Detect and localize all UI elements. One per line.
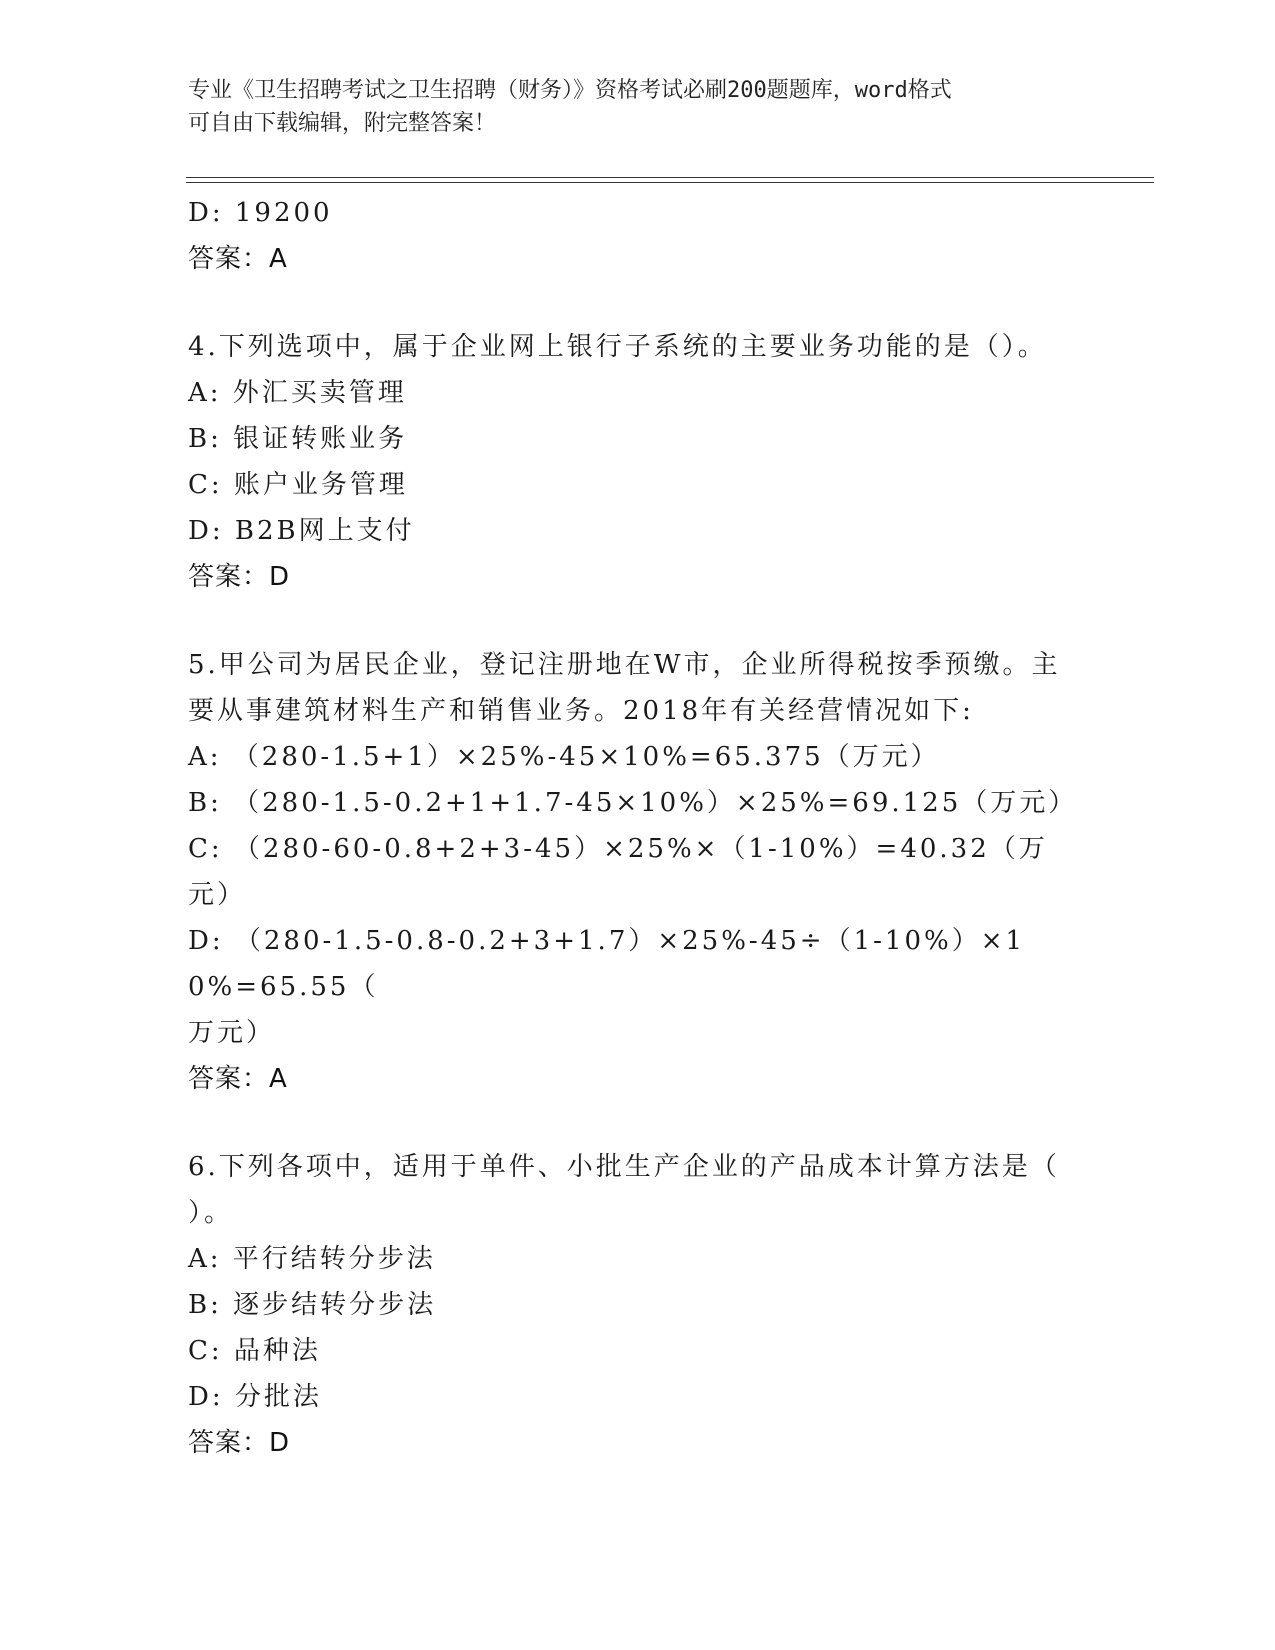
q5-option-d-line-1: D: （280-1.5-0.8-0.2+3+1.7）×25%-45÷（1-10%）×10%=65.55（: [188, 926, 1026, 1002]
q6-option-a: A: 平行结转分步法: [188, 1244, 436, 1274]
q6-stem-line-1: 6.下列各项中，适用于单件、小批生产企业的产品成本计算方法是（: [188, 1152, 1060, 1182]
q6-stem-line-2: ）。: [188, 1198, 234, 1228]
q4-option-b: B: 银证转账业务: [188, 424, 408, 454]
question-4: [188, 324, 1068, 600]
page-header: [188, 74, 1088, 140]
q5-option-a: A: （280-1.5+1）×25%-45×10%=65.375（万元）: [188, 742, 940, 772]
header-line-2: 可自由下载编辑，附完整答案！: [188, 111, 497, 136]
q5-answer: 答案：A: [188, 1064, 288, 1094]
q6-option-d: D: 分批法: [188, 1382, 322, 1412]
q5-option-d-line-2: 万元）: [188, 1018, 276, 1048]
question-6: [188, 1144, 1068, 1466]
question-3-tail: [188, 190, 1068, 282]
q6-option-b: B: 逐步结转分步法: [188, 1290, 437, 1320]
q4-stem: 4.下列选项中，属于企业网上银行子系统的主要业务功能的是（）。: [188, 332, 1047, 362]
spacer: [188, 1102, 1068, 1144]
q6-answer: 答案：D: [188, 1428, 291, 1458]
q5-stem-line-2: 要从事建筑材料生产和销售业务。2018年有关经营情况如下:: [188, 696, 974, 726]
q3-option-d: D: 19200: [188, 198, 333, 228]
document-body: [188, 190, 1078, 1466]
header-rule-top: [186, 177, 1154, 178]
q5-stem-line-1: 5.甲公司为居民企业，登记注册地在W市，企业所得税按季预缴。主: [188, 650, 1061, 680]
q3-answer: 答案：A: [188, 244, 288, 274]
question-5: [188, 642, 1078, 1102]
q4-answer: 答案：D: [188, 562, 291, 592]
q5-option-c: C: （280-60-0.8+2+3-45）×25%×（1-10%）=40.32（万元）: [188, 834, 1048, 910]
header-line-1: 专业《卫生招聘考试之卫生招聘（财务）》资格考试必刷200题题库，word格式: [188, 78, 952, 103]
q6-option-c: C: 品种法: [188, 1336, 321, 1366]
q4-option-a: A: 外汇买卖管理: [188, 378, 407, 408]
q4-option-c: C: 账户业务管理: [188, 470, 408, 500]
q5-option-b: B: （280-1.5-0.2+1+1.7-45×10%）×25%=69.125（万元）: [188, 788, 1078, 818]
q4-option-d: D: B2B网上支付: [188, 516, 415, 546]
spacer: [188, 282, 1068, 324]
spacer: [188, 600, 1068, 642]
header-rule-bottom: [186, 182, 1154, 183]
